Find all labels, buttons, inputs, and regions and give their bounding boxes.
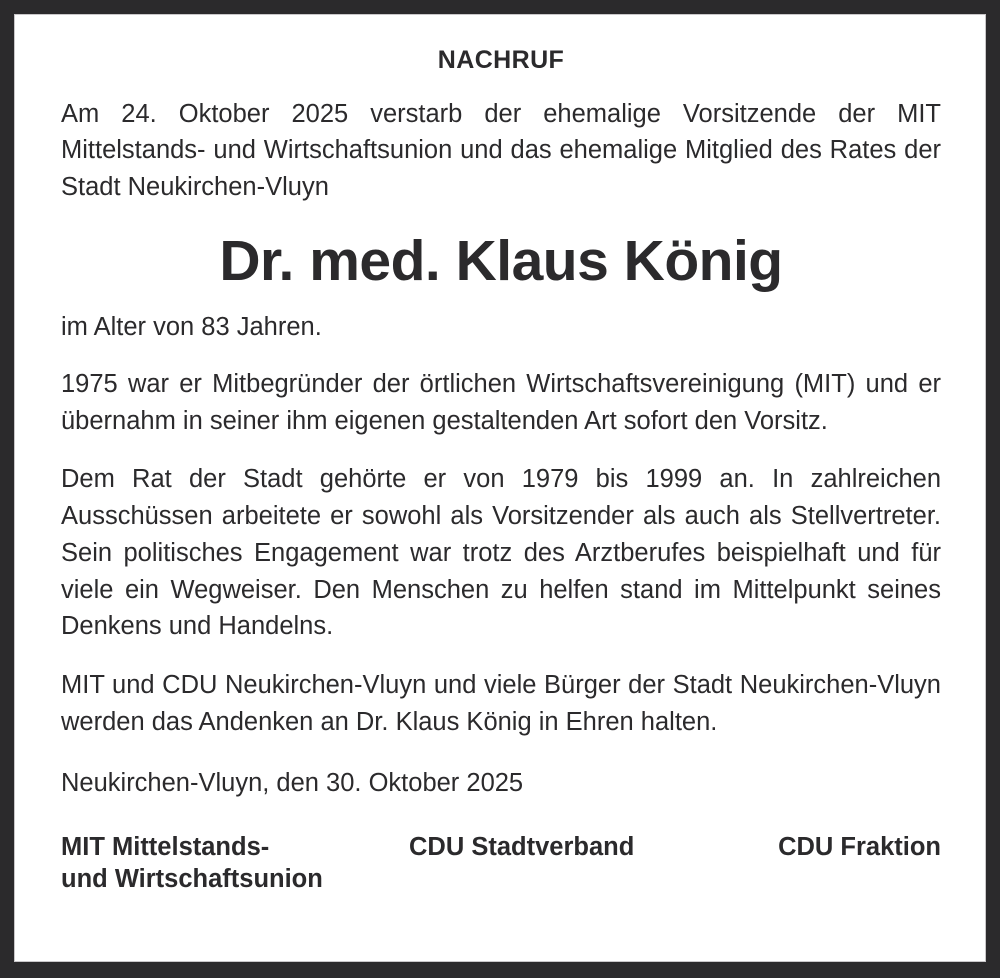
signatory-mit-line-1: MIT Mittelstands-	[61, 832, 270, 861]
deceased-name: Dr. med. Klaus König	[219, 228, 783, 293]
page-title: NACHRUF	[437, 46, 565, 74]
paragraph-council: Dem Rat der Stadt gehörte er von 1979 bis 1999 an. In zahlreichen Ausschüssen arbeitete er sowohl als Vorsitzender als auch als Stellvertreter. Sein politisches Engagement war trotz des Arztberufes beispielhaft und für viele ein Wegweiser. Den Menschen zu helfen stand im Mittelpunkt seines Denkens und Handelns.	[61, 465, 941, 641]
signatory-cdu-fraktion	[761, 831, 941, 864]
intro-paragraph: Am 24. Oktober 2025 verstarb der ehemalige Vorsitzende der MIT Mittelstands- und Wirtschaftsunion und das ehemalige Mitglied des Rates der Stadt Neukirchen-Vluyn	[61, 99, 941, 201]
signatory-cdu-stadtverband	[409, 831, 761, 864]
signatory-mit	[61, 831, 409, 896]
signatory-row	[61, 831, 941, 896]
paragraph-founding: 1975 war er Mitbegründer der örtlichen Wirtschaftsvereinigung (MIT) und er übernahm in seiner ihm eigenen gestaltenden Art sofort den Vorsitz.	[61, 369, 941, 435]
signatory-cdu-fraktion-label: CDU Fraktion	[778, 832, 941, 861]
age-line: im Alter von 83 Jahren.	[61, 312, 322, 341]
place-and-date: Neukirchen-Vluyn, den 30. Oktober 2025	[61, 769, 524, 798]
paragraph-remembrance: MIT und CDU Neukirchen-Vluyn und viele Bürger der Stadt Neukirchen-Vluyn werden das Andenken an Dr. Klaus König in Ehren halten.	[61, 670, 941, 736]
signatory-cdu-stadtverband-label: CDU Stadtverband	[409, 832, 635, 861]
obituary-card	[14, 14, 986, 962]
signatory-mit-line-2: und Wirtschaftsunion	[61, 865, 323, 894]
